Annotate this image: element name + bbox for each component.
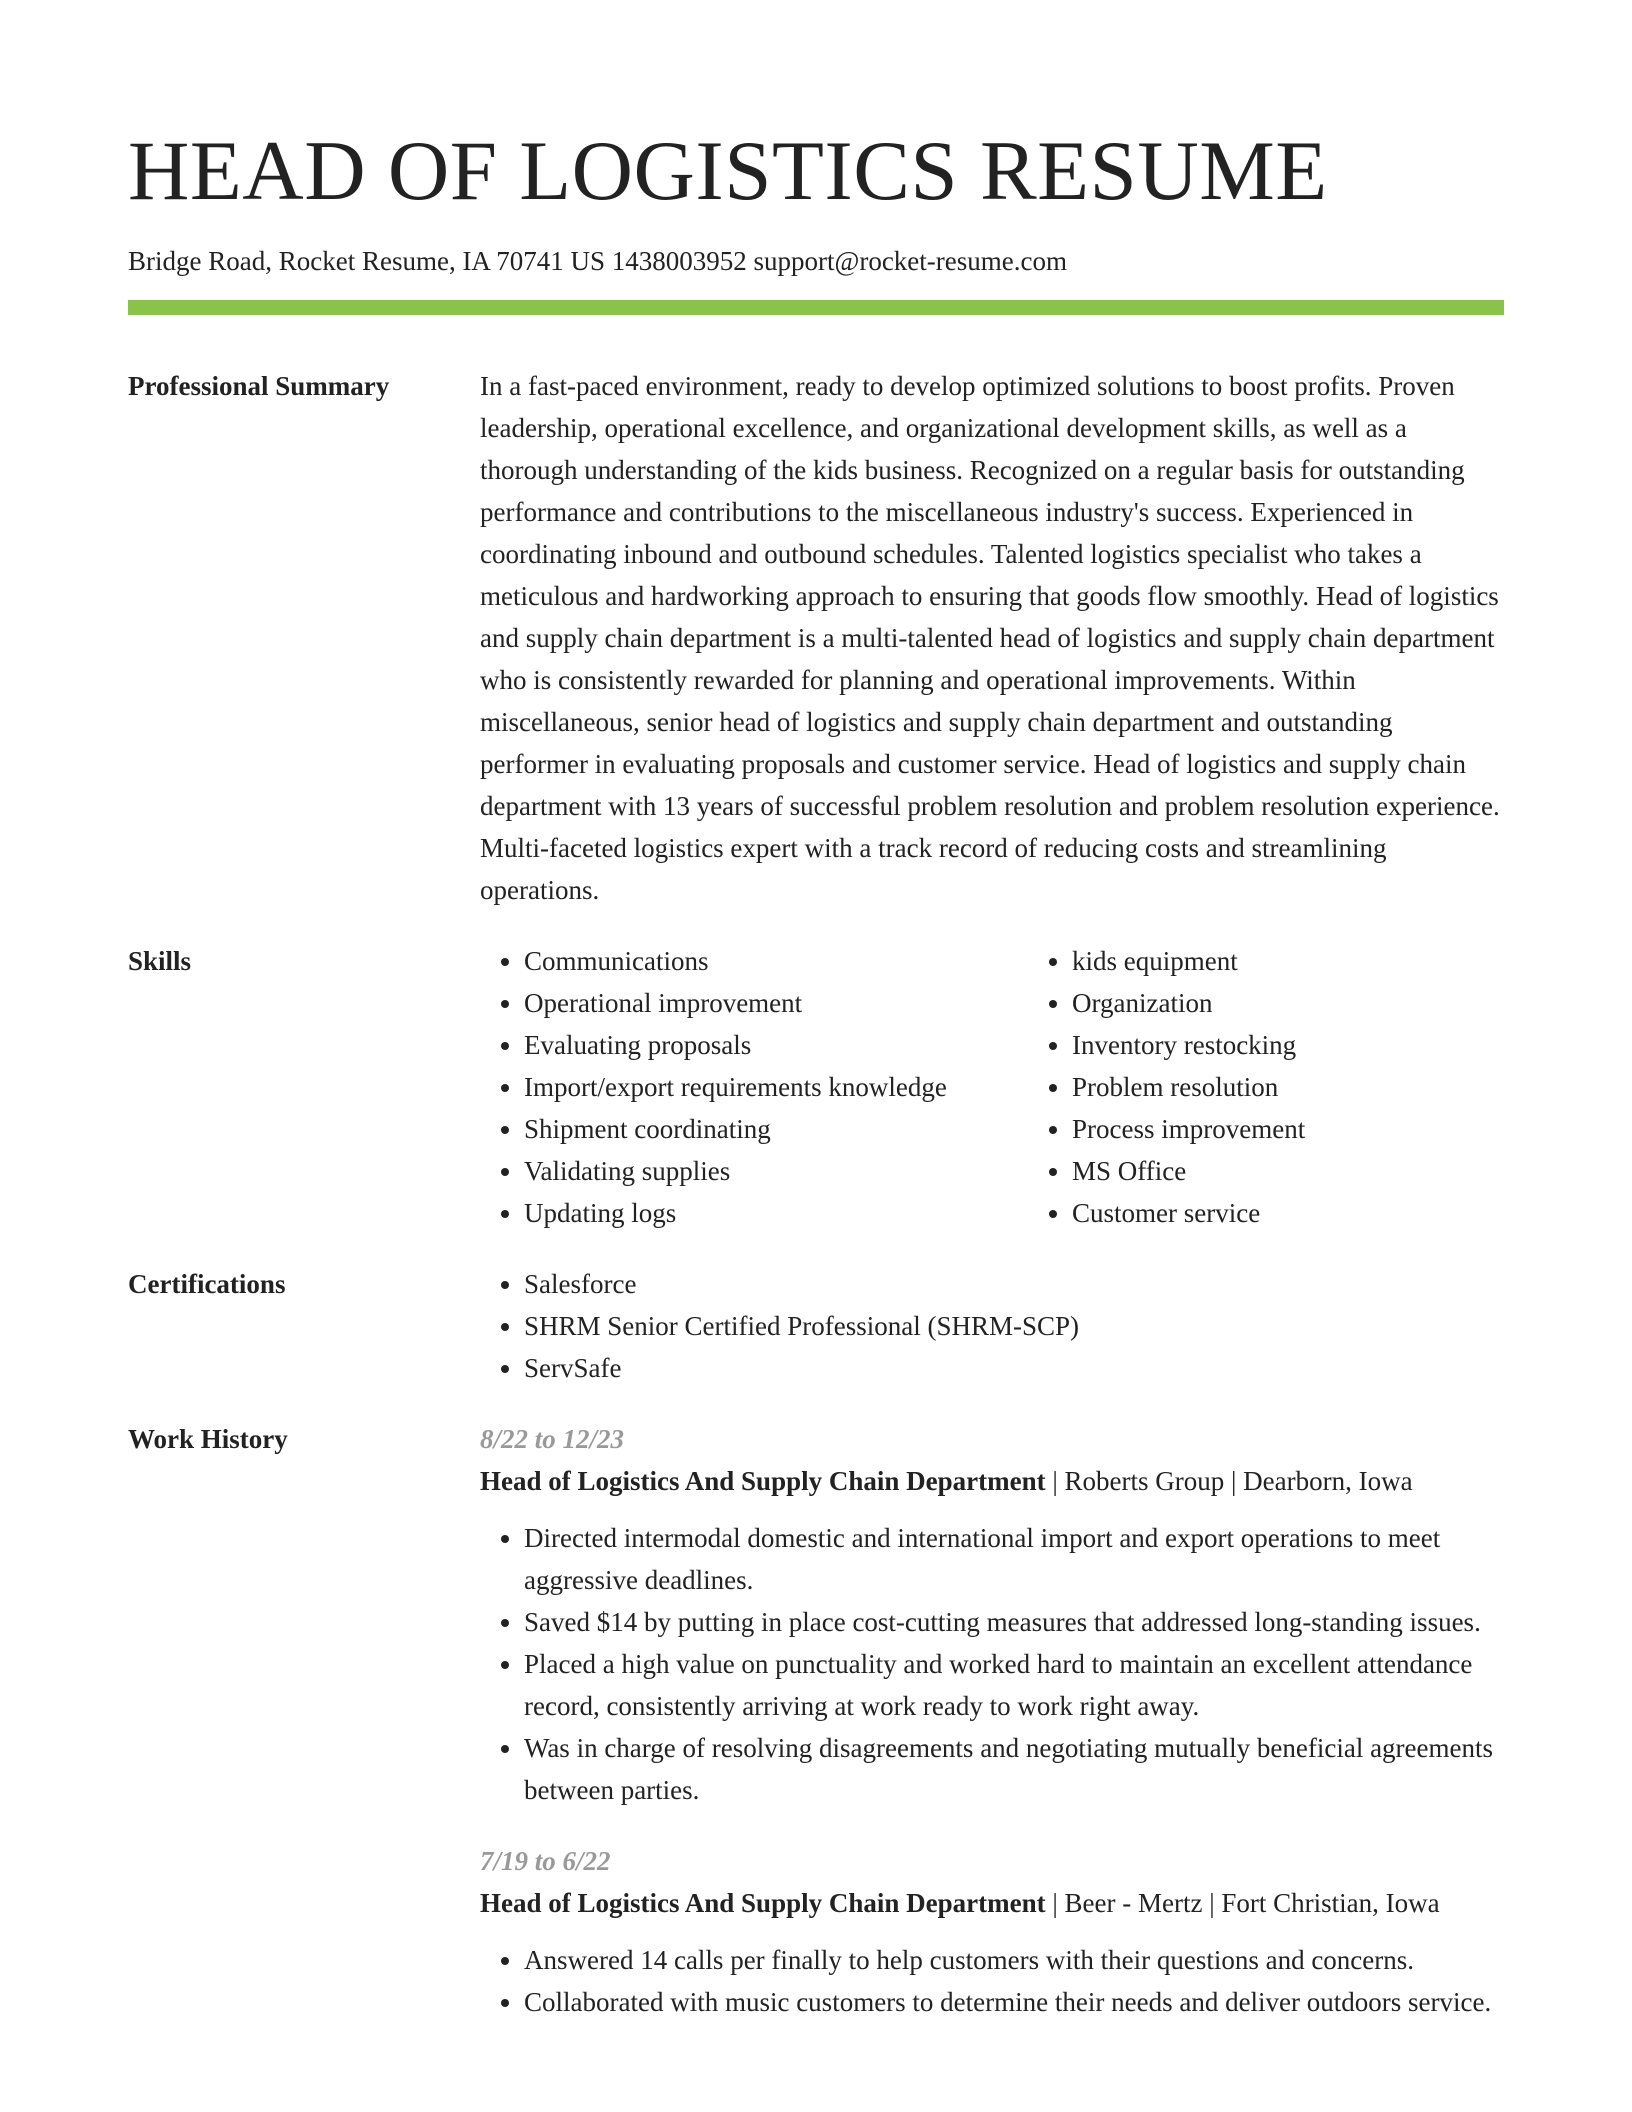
certifications-heading: Certifications (128, 1269, 286, 1299)
job-separator: | (1209, 1888, 1215, 1918)
certification-item: • ServSafe (524, 1347, 1504, 1389)
job-bullet: • Was in charge of resolving disagreements and negotiating mutually beneficial agreements between parties. (524, 1727, 1504, 1811)
job-separator: | (1052, 1466, 1058, 1496)
job-title: Head of Logistics And Supply Chain Department (480, 1888, 1046, 1918)
skill-item: • Process improvement (1072, 1108, 1504, 1150)
skills-grid (480, 940, 1504, 1234)
contact-phone: 1438003952 (611, 246, 747, 276)
job-dates: 8/22 to 12/23 (480, 1424, 625, 1454)
job-entry (480, 1418, 1504, 1811)
resume-page (128, 0, 1504, 2023)
skill-item: • Operational improvement (524, 982, 1028, 1024)
summary-section (128, 365, 1504, 911)
certifications-section (128, 1263, 1504, 1389)
skill-item: • Inventory restocking (1072, 1024, 1504, 1066)
summary-heading: Professional Summary (128, 371, 390, 401)
job-location: Fort Christian, Iowa (1221, 1888, 1440, 1918)
skill-item: • kids equipment (1072, 940, 1504, 982)
job-entry (480, 1840, 1504, 2023)
skill-item: • Import/export requirements knowledge (524, 1066, 1028, 1108)
contact-email: support@rocket-resume.com (753, 246, 1067, 276)
job-title-line (480, 1460, 1504, 1502)
skills-column-2 (1028, 940, 1504, 1234)
resume-title: HEAD OF LOGISTICS RESUME (128, 124, 1328, 218)
job-location: Dearborn, Iowa (1243, 1466, 1413, 1496)
work-history-section (128, 1418, 1504, 2023)
certification-item: • Salesforce (524, 1263, 1504, 1305)
job-bullet: • Directed intermodal domestic and international import and export operations to meet aggressive deadlines. (524, 1517, 1504, 1601)
skill-item: • Customer service (1072, 1192, 1504, 1234)
skill-item: • Problem resolution (1072, 1066, 1504, 1108)
job-company: Roberts Group (1064, 1466, 1225, 1496)
summary-body (480, 365, 1504, 911)
contact-line (128, 244, 1504, 278)
skills-column-1 (480, 940, 1028, 1234)
work-history-heading: Work History (128, 1424, 288, 1454)
job-dates: 7/19 to 6/22 (480, 1846, 611, 1876)
skill-item: • Communications (524, 940, 1028, 982)
job-bullet: • Saved $14 by putting in place cost-cutting measures that addressed long-standing issues. (524, 1601, 1504, 1643)
job-title-line (480, 1882, 1504, 1924)
job-separator: | (1052, 1888, 1058, 1918)
job-bullet: • Collaborated with music customers to determine their needs and deliver outdoors service. (524, 1981, 1504, 2023)
accent-divider (128, 300, 1504, 315)
skill-item: • Updating logs (524, 1192, 1028, 1234)
skill-item: • MS Office (1072, 1150, 1504, 1192)
skills-section (128, 940, 1504, 1234)
summary-text: In a fast-paced environment, ready to develop optimized solutions to boost profits. Proven leadership, operational excellence, and organizational development skills, as well as a thorough understanding of the kids business. Recognized on a regular basis for outstanding performance and contributions to the miscellaneous industry's success. Experienced in coordinating inbound and outbound schedules. Talented logistics specialist who takes a meticulous and hardworking approach to ensuring that goods flow smoothly. Head of logistics and supply chain department is a multi-talented head of logistics and supply chain department who is consistently rewarded for planning and operational improvements. Within miscellaneous, senior head of logistics and supply chain department and outstanding performer in evaluating proposals and customer service. Head of logistics and supply chain department with 13 years of successful problem resolution and problem resolution experience. Multi-faceted logistics expert with a track record of reducing costs and streamlining operations. (480, 371, 1500, 905)
certification-item: • SHRM Senior Certified Professional (SHRM-SCP) (524, 1305, 1504, 1347)
job-bullet: • Placed a high value on punctuality and worked hard to maintain an excellent attendance record, consistently arriving at work ready to work right away. (524, 1643, 1504, 1727)
job-title: Head of Logistics And Supply Chain Department (480, 1466, 1046, 1496)
skill-item: • Evaluating proposals (524, 1024, 1028, 1066)
skill-item: • Organization (1072, 982, 1504, 1024)
contact-address: Bridge Road, Rocket Resume, IA 70741 US (128, 246, 605, 276)
skill-item: • Shipment coordinating (524, 1108, 1028, 1150)
certifications-list (480, 1263, 1504, 1389)
job-company: Beer - Mertz (1064, 1888, 1203, 1918)
job-bullets (480, 1939, 1504, 2023)
work-history-body (480, 1418, 1504, 2023)
skill-item: • Validating supplies (524, 1150, 1028, 1192)
certifications-body (480, 1263, 1504, 1389)
job-bullets (480, 1517, 1504, 1811)
job-bullet: • Answered 14 calls per finally to help customers with their questions and concerns. (524, 1939, 1504, 1981)
skills-heading: Skills (128, 946, 192, 976)
job-separator: | (1230, 1466, 1237, 1496)
